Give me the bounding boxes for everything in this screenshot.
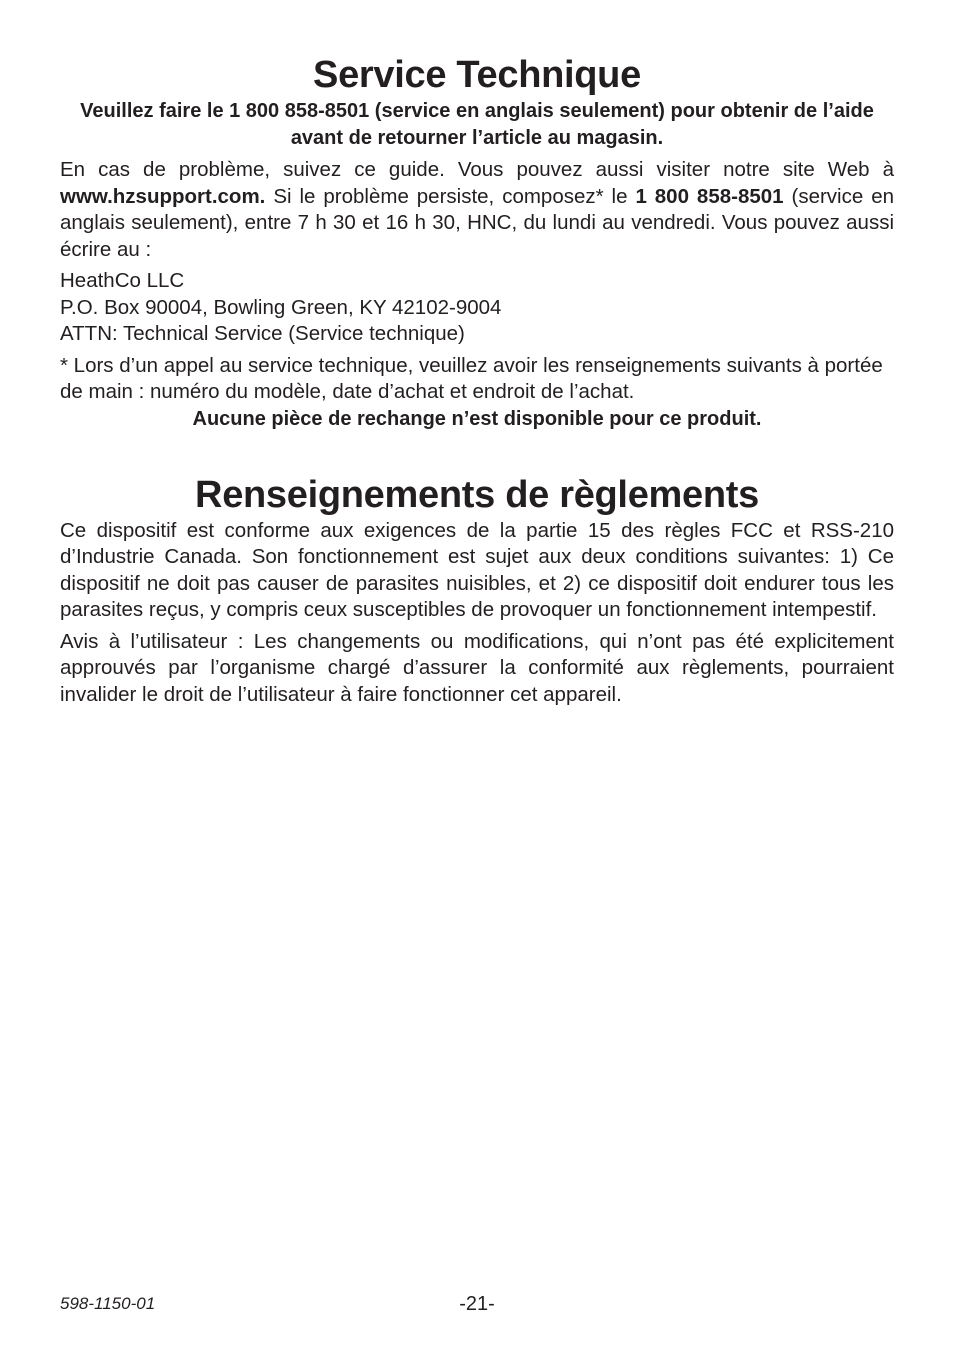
service-title: Service Technique	[313, 54, 641, 96]
support-phone: 1 800 858-8501	[635, 184, 784, 208]
service-intro: Veuillez faire le 1 800 858-8501 (service en anglais seulement) pour obtenir de l’aide avant de retourner l’article au magasin.	[80, 100, 874, 149]
service-footnote: * Lors d’un appel au service technique, veuillez avoir les renseignements suivants à portée de main : numéro du modèle, date d’achat et endroit de l’achat.	[60, 353, 883, 403]
document-code: 598-1150-01	[60, 1294, 156, 1313]
service-paragraph-part-b: Si le problème persiste, composez* le	[265, 184, 636, 208]
address-line-1: HeathCo LLC	[60, 269, 185, 292]
service-paragraph-part-c: (service en anglais seulement), entre 7 h 30 et 16 h 30, HNC, du lundi au vendredi. Vous pouvez aussi écrire au :	[60, 184, 894, 261]
page-number: -21-	[459, 1293, 495, 1315]
address-line-2: P.O. Box 90004, Bowling Green, KY 42102-9004	[60, 295, 502, 319]
regulatory-paragraph-2: Avis à l’utilisateur : Les changements ou modifications, qui n’ont pas été explicitement approuvés par l’organisme chargé d’assurer la conformité aux règlements, pourraient invalider le droit de l’utilisateur à faire fonctionner cet appareil.	[60, 629, 894, 706]
regulatory-section	[60, 472, 894, 709]
service-paragraph-part-a: En cas de problème, suivez ce guide. Vous pouvez aussi visiter notre site Web à	[60, 158, 894, 181]
document-page	[60, 52, 894, 708]
support-url: www.hzsupport.com.	[60, 184, 266, 208]
service-paragraph	[60, 157, 894, 263]
regulatory-paragraph-1: Ce dispositif est conforme aux exigences de la partie 15 des règles FCC et RSS-210 d’Industrie Canada. Son fonctionnement est sujet aux deux conditions suivantes: 1) Ce dispositif ne doit pas causer de parasites nuisibles, et 2) ce dispositif doit endurer tous les parasites reçus, y compris ceux susceptibles de provoquer un fonctionnement intempestif.	[60, 518, 894, 621]
address-line-3: ATTN: Technical Service (Service technique)	[60, 322, 465, 345]
regulatory-title: Renseignements de règlements	[195, 473, 759, 516]
no-parts-notice: Aucune pièce de rechange n’est disponible pour ce produit.	[192, 407, 762, 430]
service-section	[60, 52, 894, 432]
mailing-address	[60, 268, 894, 348]
